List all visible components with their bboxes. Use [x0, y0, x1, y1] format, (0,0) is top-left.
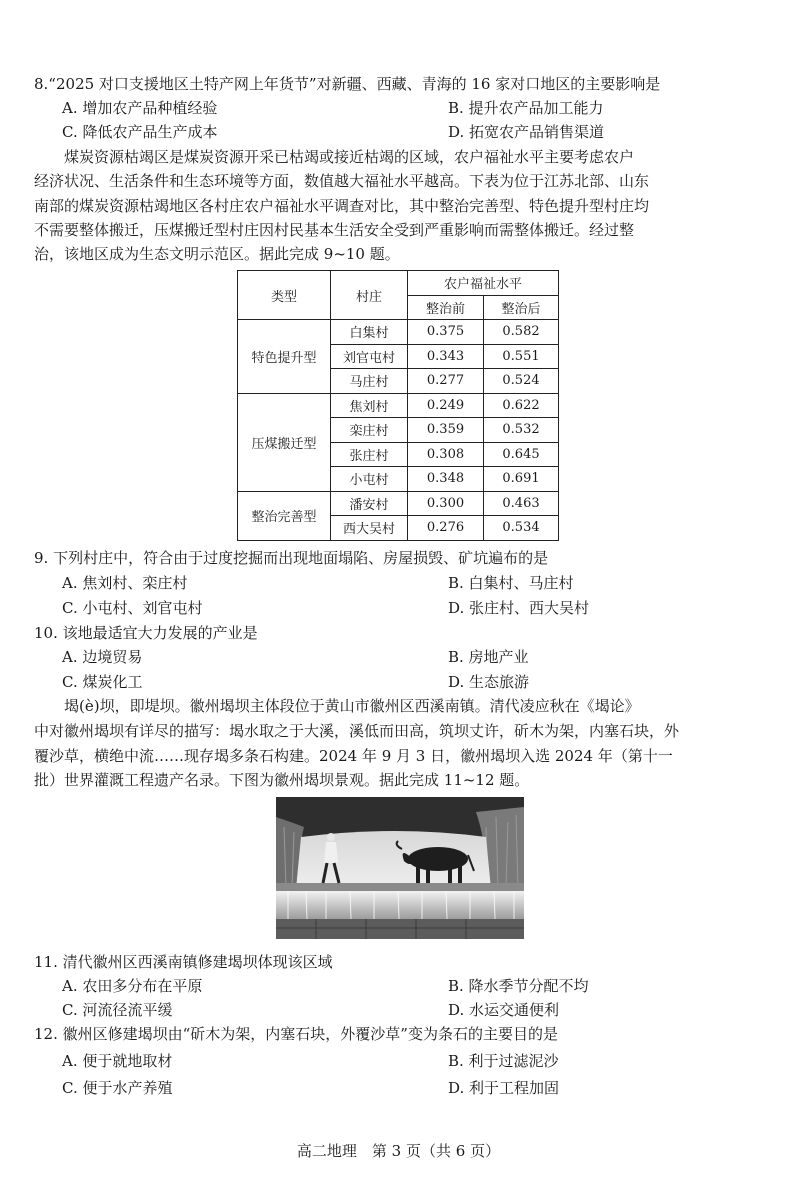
group-type: 特色提升型 — [238, 320, 331, 394]
q9-option-a: A. 焦刘村、栾庄村 — [62, 574, 188, 592]
welfare-after: 0.622 — [484, 393, 559, 418]
q11-option-a: A. 农田多分布在平原 — [62, 977, 203, 995]
q11-option-c: C. 河流径流平缓 — [62, 1001, 173, 1019]
welfare-table — [237, 270, 559, 541]
q11-option-d: D. 水运交通便利 — [448, 1001, 560, 1019]
welfare-before: 0.375 — [408, 320, 484, 345]
q10-option-a: A. 边境贸易 — [62, 648, 143, 666]
group-type: 整治完善型 — [238, 491, 331, 540]
q8-option-a: A. 增加农产品种植经验 — [62, 99, 218, 117]
material1-line-4: 不需要整体搬迁，压煤搬迁型村庄因村民基本生活安全受到严重影响而需整体搬迁。经过整 — [34, 221, 635, 239]
page-footer: 高二地理 第 3 页（共 6 页） — [296, 1142, 501, 1160]
welfare-after: 0.463 — [484, 491, 559, 516]
q12-option-b: B. 利于过滤泥沙 — [448, 1052, 559, 1070]
q9-option-d: D. 张庄村、西大吴村 — [448, 599, 590, 617]
header-after: 整治后 — [484, 295, 559, 320]
table-row — [238, 320, 559, 345]
village-name: 马庄村 — [331, 369, 408, 394]
q10-option-c: C. 煤炭化工 — [62, 673, 143, 691]
q9-stem: 9. 下列村庄中，符合由于过度挖掘而出现地面塌陷、房屋损毁、矿坑遍布的是 — [34, 549, 549, 567]
material1-line-5: 治，该地区成为生态文明示范区。据此完成 9~10 题。 — [34, 245, 400, 263]
q10-option-d: D. 生态旅游 — [448, 673, 530, 691]
material1-line-1: 煤炭资源枯竭区是煤炭资源开采已枯竭或接近枯竭的区域，农户福祉水平主要考虑农户 — [64, 148, 635, 166]
header-welfare: 农户福祉水平 — [408, 271, 559, 296]
welfare-after: 0.582 — [484, 320, 559, 345]
q11-stem: 11. 清代徽州区西溪南镇修建堨坝体现该区域 — [34, 953, 333, 971]
welfare-after: 0.524 — [484, 369, 559, 394]
welfare-after: 0.645 — [484, 442, 559, 467]
material2-line-3: 覆沙草，横绝中流……现存堨多条石构建。2024 年 9 月 3 日，徽州堨坝入选 2024 年（第十一 — [34, 747, 673, 765]
material2-line-2: 中对徽州堨坝有详尽的描写：堨水取之于大溪，溪低而田高，筑坝丈许，斫木为架，内塞石块，外 — [34, 722, 680, 740]
material2-line-1: 堨(è)坝，即堤坝。徽州堨坝主体段位于黄山市徽州区西溪南镇。清代凌应秋在《堨论》 — [64, 697, 640, 715]
material2-line-4: 批）世界灌溉工程遗产名录。下图为徽州堨坝景观。据此完成 11~12 题。 — [34, 771, 530, 789]
header-before: 整治前 — [408, 295, 484, 320]
q12-stem: 12. 徽州区修建堨坝由“斫木为架，内塞石块，外覆沙草”变为条石的主要目的是 — [34, 1025, 558, 1043]
welfare-before: 0.249 — [408, 393, 484, 418]
q12-option-c: C. 便于水产养殖 — [62, 1079, 173, 1097]
village-name: 西大吴村 — [331, 516, 408, 541]
village-name: 刘官屯村 — [331, 344, 408, 369]
q11-option-b: B. 降水季节分配不均 — [448, 977, 589, 995]
welfare-after: 0.691 — [484, 467, 559, 492]
welfare-before: 0.359 — [408, 418, 484, 443]
q9-option-c: C. 小屯村、刘官屯村 — [62, 599, 203, 617]
weir-landscape-photo — [276, 797, 524, 939]
welfare-before: 0.277 — [408, 369, 484, 394]
table-row — [238, 491, 559, 516]
welfare-after: 0.534 — [484, 516, 559, 541]
welfare-before: 0.300 — [408, 491, 484, 516]
material1-line-2: 经济状况、生活条件和生态环境等方面，数值越大福祉水平越高。下表为位于江苏北部、山东 — [34, 172, 650, 190]
q8-option-b: B. 提升农产品加工能力 — [448, 99, 604, 117]
village-name: 小屯村 — [331, 467, 408, 492]
q8-option-d: D. 拓宽农产品销售渠道 — [448, 123, 605, 141]
village-name: 焦刘村 — [331, 393, 408, 418]
welfare-after: 0.551 — [484, 344, 559, 369]
village-name: 栾庄村 — [331, 418, 408, 443]
q8-stem: 8.“2025 对口支援地区土特产网上年货节”对新疆、西藏、青海的 16 家对口地区的主要影响是 — [34, 75, 661, 93]
header-type: 类型 — [238, 271, 331, 320]
q12-option-a: A. 便于就地取材 — [62, 1052, 173, 1070]
village-name: 张庄村 — [331, 442, 408, 467]
village-name: 潘安村 — [331, 491, 408, 516]
group-type: 压煤搬迁型 — [238, 393, 331, 491]
welfare-before: 0.343 — [408, 344, 484, 369]
material1-line-3: 南部的煤炭资源枯竭地区各村庄农户福祉水平调查对比，其中整治完善型、特色提升型村庄均 — [34, 197, 650, 215]
welfare-before: 0.276 — [408, 516, 484, 541]
table-row — [238, 393, 559, 418]
q12-option-d: D. 利于工程加固 — [448, 1079, 560, 1097]
q10-option-b: B. 房地产业 — [448, 648, 529, 666]
welfare-before: 0.348 — [408, 467, 484, 492]
village-name: 白集村 — [331, 320, 408, 345]
q9-option-b: B. 白集村、马庄村 — [448, 574, 574, 592]
q10-stem: 10. 该地最适宜大力发展的产业是 — [34, 624, 258, 642]
welfare-before: 0.308 — [408, 442, 484, 467]
q8-option-c: C. 降低农产品生产成本 — [62, 123, 218, 141]
welfare-after: 0.532 — [484, 418, 559, 443]
header-village: 村庄 — [331, 271, 408, 320]
